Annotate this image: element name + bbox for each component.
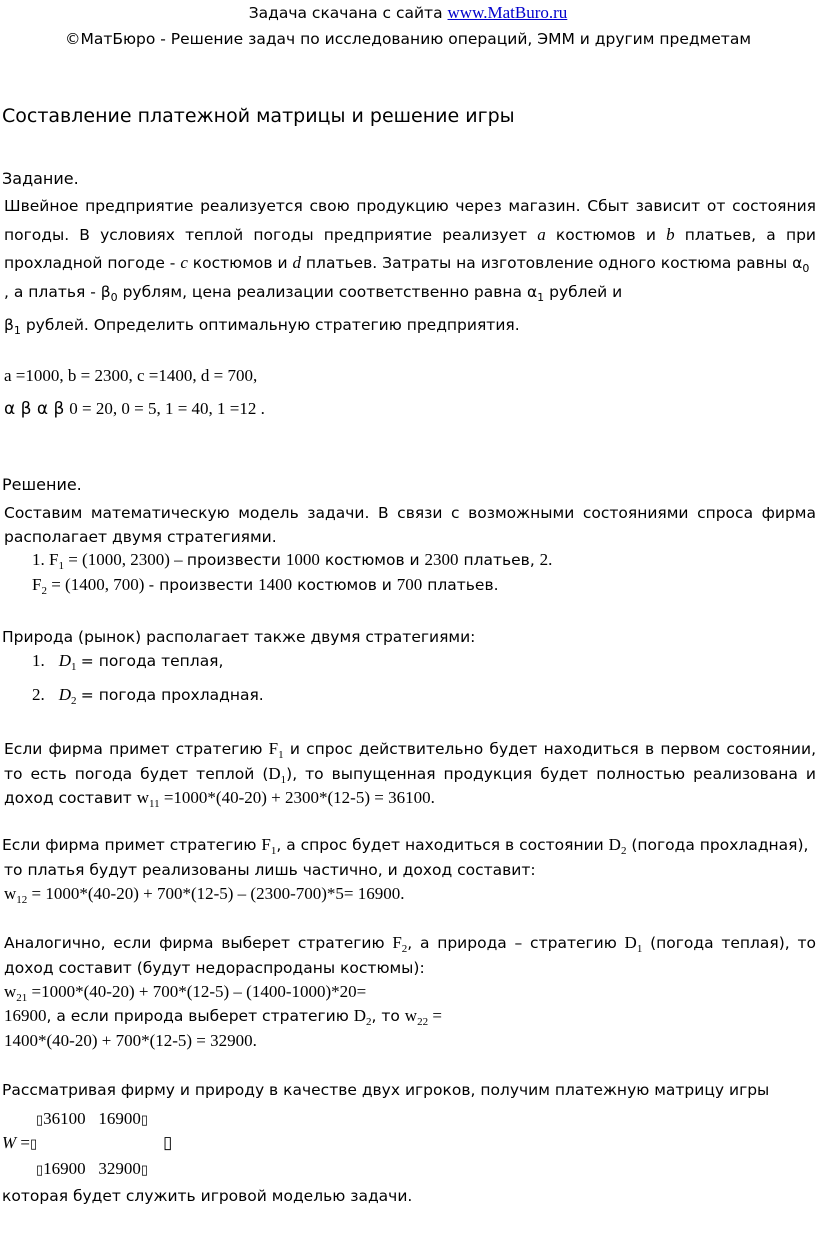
nature-strategy-d2: 2. $D_2$ = погода прохладная. (32, 685, 264, 708)
solution-line-2: располагает двумя стратегиями. (4, 528, 277, 546)
matrix-bracket-bottom-left: ▯ (36, 1162, 44, 1177)
strategy-f2: $F_2 = (1400$, 700) - произвести 1400 костюмов и 700 платьев. (32, 575, 499, 598)
task-paragraph-line-2: погоды. В условиях теплой погоды предприятие реализует a костюмов и b платьев, а при (4, 225, 816, 244)
task-paragraph-line-5: $\beta_1$ рублей. Определить оптимальную стратегию предприятия. (4, 316, 520, 338)
matrix-bracket-top-left: ▯ (36, 1112, 44, 1127)
header-source: Задача скачана с сайта www.MatBuro.ru (248, 3, 568, 22)
task-paragraph-line-3: прохладной погоде - c костюмов и d платьев. Затраты на изготовление одного костюма равны $\alpha_0$ (4, 253, 810, 276)
matrix-bracket-middle-right: ▯ (163, 1133, 173, 1152)
matrix-label-row: W =▯ (2, 1133, 38, 1152)
nature-strategies-text: Природа (рынок) располагает также двумя стратегиями: (2, 628, 476, 646)
matrix-intro: Рассматривая фирму и природу в качестве двух игроков, получим платежную матрицу игры (2, 1081, 770, 1099)
w21-line-1: Аналогично, если фирма выберет стратегию $F_2$, а природа – стратегию $D_1$ (погода теплая), то (4, 933, 816, 956)
strategy-f1: 1. $F_1 = (1000$, 2300) – произвести 1000 костюмов и 2300 платьев, 2. (32, 550, 553, 573)
w21-line-4: 16900, а если природа выберет стратегию $D_2$, то $w_{22}$ = (4, 1006, 442, 1029)
task-heading: Задание. (2, 169, 79, 188)
header-copyright: ©МатБюро - Решение задач по исследованию операций, ЭММ и другим предметам (64, 30, 752, 48)
matrix-bracket-middle-left: ▯ (30, 1136, 38, 1151)
matrix-bracket-top-right: ▯ (140, 1112, 149, 1127)
task-params-line-1: a =1000, b = 2300, c =1400, d = 700, (4, 366, 258, 385)
matrix-row-1: ▯36100 16900▯ (36, 1109, 149, 1128)
w11-line-3: доход составит $w_{11} =1000*(40-20) + 2300*(12-5) = 36100$. (4, 788, 435, 811)
w12-line-2: то платья будут реализованы лишь частично, и доход составит: (4, 861, 536, 879)
matburo-link[interactable]: www.MatBuro.ru (447, 3, 568, 22)
w12-line-3: $w_{12} = 1000*(40-20) + 700*(12-5) - (2300-700)*5= 16900$. (4, 884, 405, 907)
task-paragraph-line-4: , а платья - $\beta_0$ рублям, цена реализации соответственно равна $\alpha_1$ рублей и (4, 283, 623, 305)
w11-line-2: то есть погода будет теплой $(D_1)$, то выпущенная продукция будет полностью реализована и (4, 764, 816, 787)
task-params-line-2: α β α β 0 = 20, 0 = 5, 1 = 40, 1 =12 . (4, 399, 265, 419)
matrix-bracket-bottom-right: ▯ (140, 1162, 149, 1177)
outro-text: которая будет служить игровой моделью задачи. (2, 1187, 413, 1205)
w21-line-2: доход составит (будут недораспроданы костюмы): (4, 959, 425, 977)
page-title: Составление платежной матрицы и решение игры (2, 105, 515, 127)
solution-heading: Решение. (2, 475, 82, 494)
w21-line-3: $w_{21} =1000*(40-20) + 700*(12-5) - (1400-1000)*20=$ (4, 982, 367, 1005)
w12-line-1: Если фирма примет стратегию $F_1$, а спрос будет находиться в состоянии $D_2$ (погода прохладная), (2, 835, 809, 858)
matrix-row-2: ▯16900 32900▯ (36, 1159, 149, 1178)
nature-strategy-d1: 1. $D_1$ = погода теплая, (32, 651, 224, 674)
w21-line-5: 1400*(40-20) + 700*(12-5) = 32900. (4, 1031, 257, 1050)
solution-line-1: Составим математическую модель задачи. В связи с возможными состояниями спроса фирма (4, 504, 816, 522)
matrix-label: W (2, 1133, 17, 1152)
task-paragraph-line-1: Швейное предприятие реализуется свою продукцию через магазин. Сбыт зависит от состояния (4, 197, 816, 215)
w11-line-1: Если фирма примет стратегию $F_1$ и спрос действительно будет находиться в первом состоянии, (4, 739, 816, 762)
